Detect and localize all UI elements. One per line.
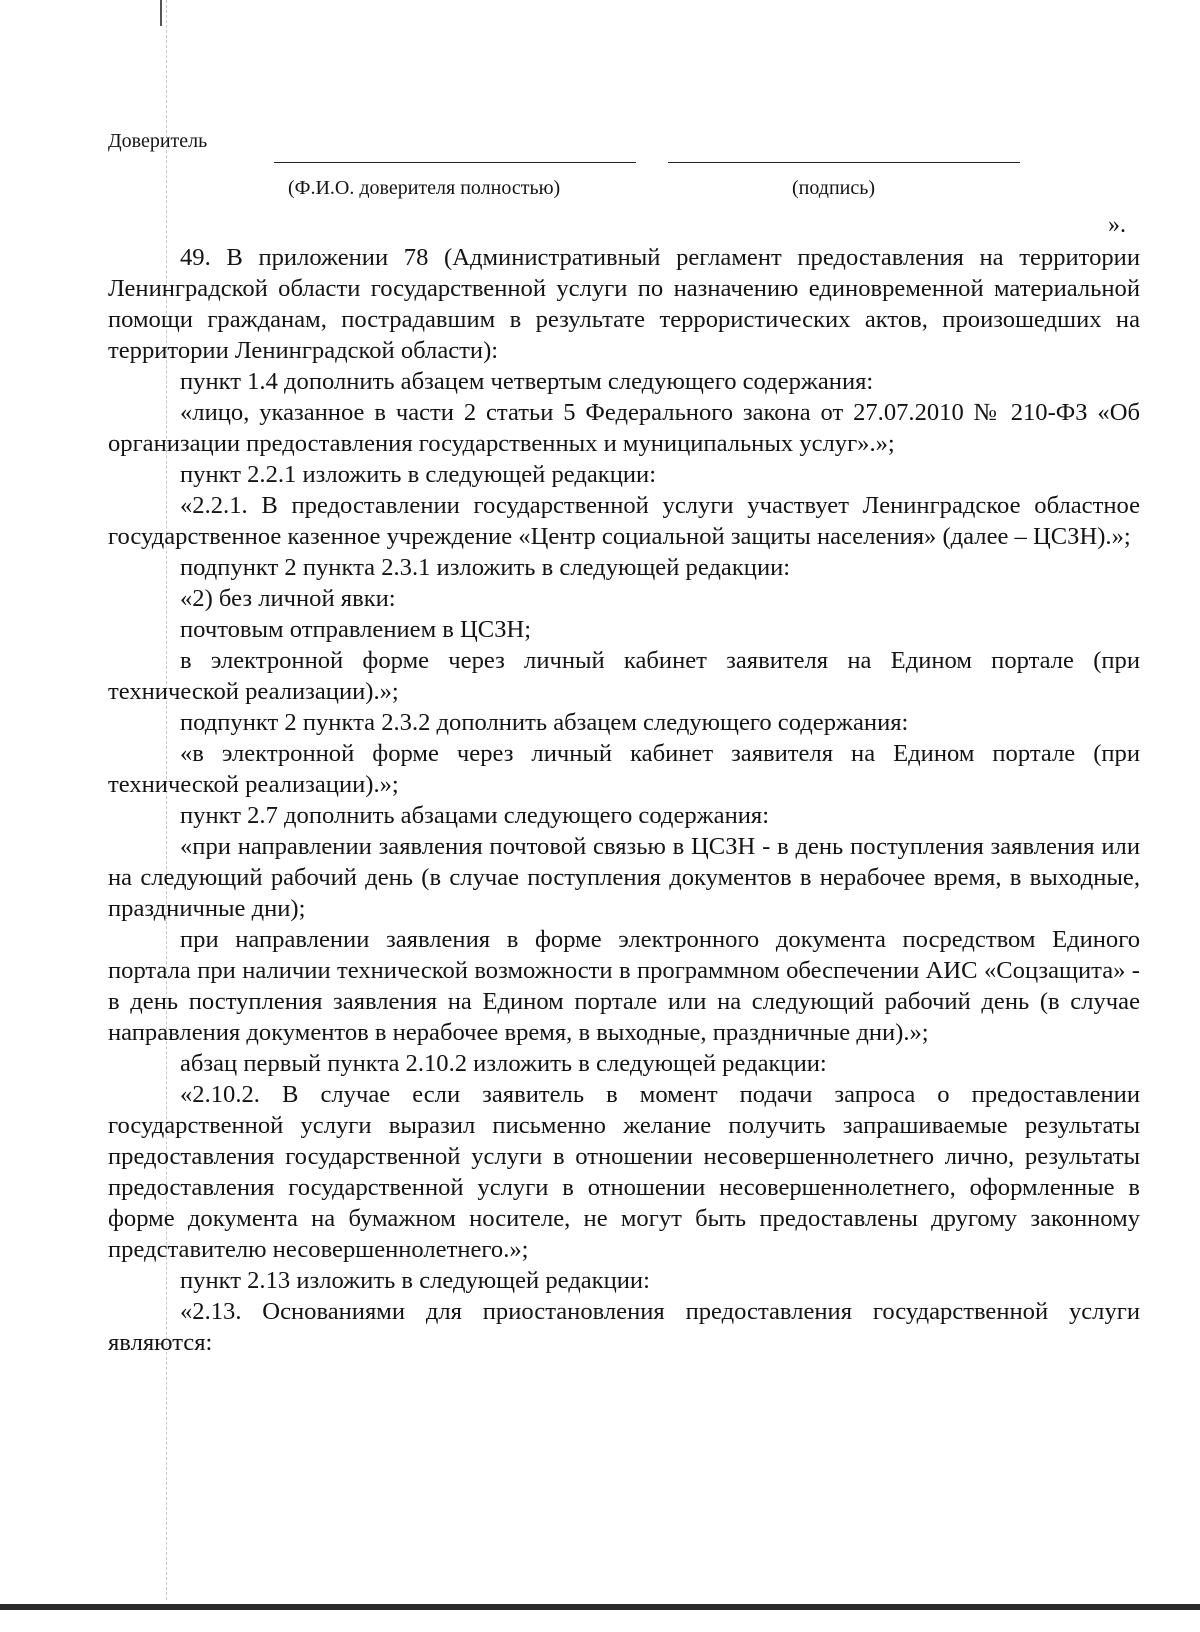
paragraph: «2.2.1. В предоставлении государственной услуги участвует Ленинградское областное государственное казенное учреждение «Центр социальной защиты населения» (далее – ЦСЗН).»; <box>108 492 1140 550</box>
paragraph: «при направлении заявления почтовой связью в ЦСЗН - в день поступления заявления или на следующий рабочий день (в случае поступления документов в нерабочее время, в выходные, праздничные дни); <box>108 833 1140 922</box>
paragraph: подпункт 2 пункта 2.3.2 дополнить абзацем следующего содержания: <box>180 709 909 736</box>
paragraph: пункт 2.13 изложить в следующей редакции: <box>180 1267 650 1294</box>
paragraph: пункт 2.7 дополнить абзацами следующего содержания: <box>180 802 770 829</box>
paragraph: 49. В приложении 78 (Административный регламент предоставления на территории Ленинградской области государственной услуги по назначению единовременной материальной помощи гражданам, пострадавшим в результате террористических актов, произошедших на территории Ленинградской области): <box>108 244 1140 364</box>
fio-signature-line <box>274 162 636 163</box>
paragraph: «2.13. Основаниями для приостановления предоставления государственной услуги являются: <box>108 1298 1140 1356</box>
paragraph: пункт 2.2.1 изложить в следующей редакции: <box>180 461 657 488</box>
paragraph: подпункт 2 пункта 2.3.1 изложить в следующей редакции: <box>180 554 791 581</box>
paragraph: «2) без личной явки: <box>180 585 396 612</box>
signature-caption: (подпись) <box>792 177 876 199</box>
paragraph: в электронной форме через личный кабинет заявителя на Едином портале (при технической реализации).»; <box>108 647 1140 705</box>
closing-quote: ». <box>1108 212 1126 238</box>
paragraph: пункт 1.4 дополнить абзацем четвертым следующего содержания: <box>180 368 874 395</box>
fio-caption: (Ф.И.О. доверителя полностью) <box>288 177 561 199</box>
paragraph: при направлении заявления в форме электронного документа посредством Единого портала при наличии технической возможности в программном обеспечении АИС «Соцзащита» - в день поступления заявления на Едином портале или на следующий рабочий день (в случае направления документов в нерабочее время, в выходные, праздничные дни).»; <box>108 926 1140 1046</box>
paragraph: абзац первый пункта 2.10.2 изложить в следующей редакции: <box>180 1050 827 1077</box>
scan-bottom-edge <box>0 1604 1200 1610</box>
paragraph: «лицо, указанное в части 2 статьи 5 Федерального закона от 27.07.2010 № 210-ФЗ «Об организации предоставления государственных и муниципальных услуг».»; <box>108 399 1140 457</box>
scan-top-mark <box>160 0 162 26</box>
document-body <box>108 242 1140 1358</box>
paragraph: «в электронной форме через личный кабинет заявителя на Едином портале (при технической реализации).»; <box>108 740 1140 798</box>
grantor-label: Доверитель <box>108 130 208 152</box>
paragraph: «2.10.2. В случае если заявитель в момент подачи запроса о предоставлении государственной услуги выразил письменно желание получить запрашиваемые результаты предоставления государственной услуги в отношении несовершеннолетнего лично, результаты предоставления государственной услуги в отношении несовершеннолетнего, оформленные в форме документа на бумажном носителе, не могут быть предоставлены другому законному представителю несовершеннолетнего.»; <box>108 1081 1140 1263</box>
signature-line <box>668 162 1020 163</box>
paragraph: почтовым отправлением в ЦСЗН; <box>180 616 532 643</box>
